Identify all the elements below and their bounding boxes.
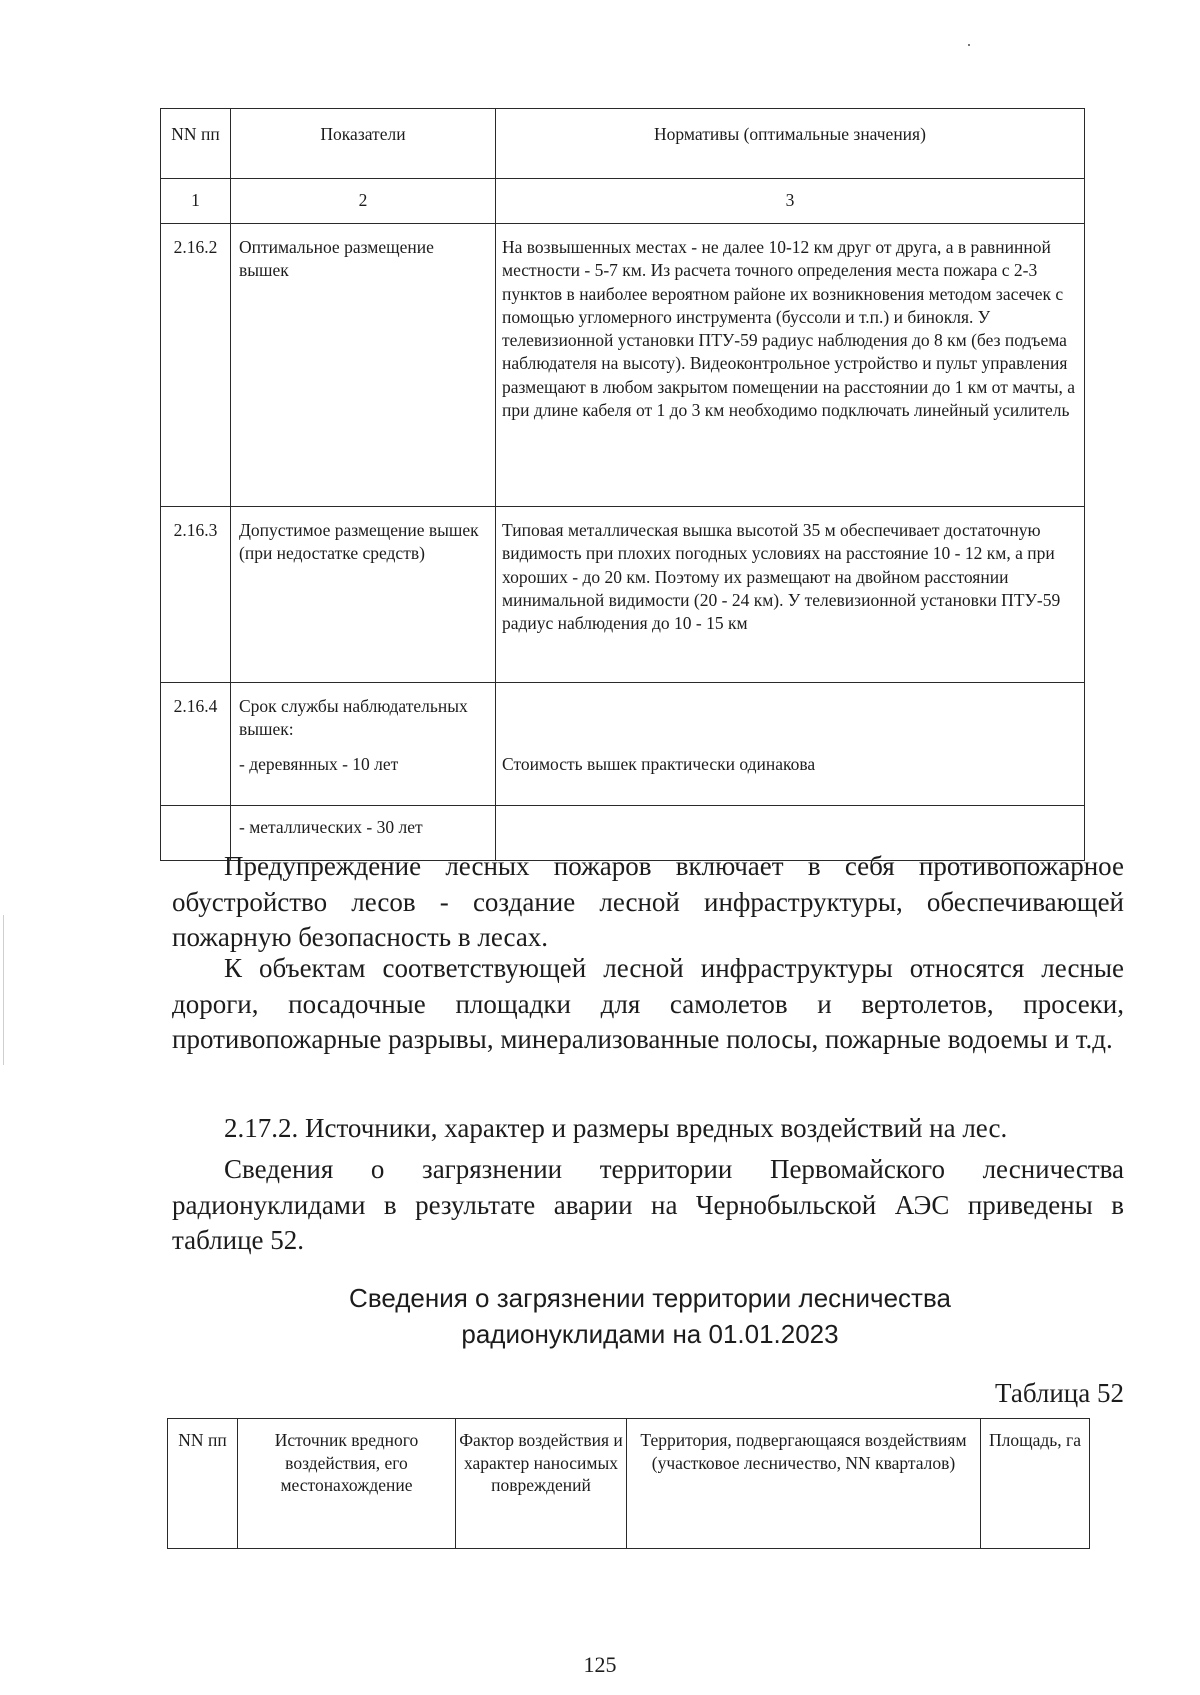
header-area: Площадь, га <box>981 1419 1090 1549</box>
paragraph-contamination: Сведения о загрязнении территории Первомайского лесничества радионуклидами в результате аварии на Чернобыльской АЭС приведены в таблице 52. <box>172 1154 1124 1255</box>
col-number: 3 <box>496 179 1085 224</box>
paragraph-infrastructure: К объектам соответствующей лесной инфраструктуры относятся лесные дороги, посадочные площадки для самолетов и вертолетов, просеки, противопожарные разрывы, минерализованные полосы, пожарные водоемы и т.д. <box>172 953 1124 1054</box>
header-indicator: Показатели <box>231 109 496 179</box>
row-indicator-cell <box>231 683 496 806</box>
table-number: Таблица 52 <box>995 1378 1124 1408</box>
row-indicator: Допустимое размещение вышек (при недостатке средств) <box>231 507 496 683</box>
section-heading: 2.17.2. Источники, характер и размеры вредных воздействий на лес. <box>224 1113 1008 1143</box>
header-num: NN пп <box>161 109 231 179</box>
header-norms: Нормативы (оптимальные значения) <box>496 109 1085 179</box>
row-norms: Стоимость вышек практически одинакова <box>502 754 816 774</box>
scan-artifact-line <box>3 915 4 1065</box>
header-factor: Фактор воздействия и характер наносимых повреждений <box>456 1419 627 1549</box>
scan-artifact-dot <box>968 44 970 46</box>
header-source: Источник вредного воздействия, его местонахождение <box>238 1419 456 1549</box>
paragraph-fire-prevention: Предупреждение лесных пожаров включает в себя противопожарное обустройство лесов - создание лесной инфраструктуры, обеспечивающей пожарную безопасность в лесах. <box>172 851 1124 952</box>
row-norms: Типовая металлическая вышка высотой 35 м обеспечивает достаточную видимость при плохих погодных условиях на расстояние 10 - 12 км, а при хороших - до 20 км. Поэтому их размещают на двойном расстоянии минимальной видимости (20 - 24 км). У телевизионной установки ПТУ-59 радиус наблюдения до 10 - 15 км <box>496 507 1085 683</box>
row-indicator-sub: - деревянных - 10 лет <box>239 753 399 774</box>
column-numbers-row <box>161 179 1085 224</box>
page-number: 125 <box>583 1652 617 1677</box>
table-row <box>161 683 1085 806</box>
col-number: 1 <box>161 179 231 224</box>
row-indicator: Срок службы наблюдательных вышек: <box>239 696 468 740</box>
table-caption-line2: радионуклидами на 01.01.2023 <box>461 1319 839 1349</box>
row-code: 2.16.2 <box>161 224 231 507</box>
col-number: 2 <box>231 179 496 224</box>
row-code: 2.16.4 <box>161 683 231 806</box>
header-territory: Территория, подвергающаяся воздействиям (участковое лесничество, NN кварталов) <box>627 1419 981 1549</box>
row-indicator: Оптимальное размещение вышек <box>231 224 496 507</box>
table-row <box>161 507 1085 683</box>
header-num: NN пп <box>168 1419 238 1549</box>
table-header-row <box>168 1419 1090 1549</box>
table-caption-line1: Сведения о загрязнении территории лесничества <box>349 1283 951 1313</box>
row-norms-cell <box>496 683 1085 806</box>
table-header-row <box>161 109 1085 179</box>
table-row <box>161 224 1085 507</box>
harmful-impacts-table <box>167 1418 1090 1549</box>
tower-norms-table <box>160 108 1085 861</box>
row-indicator: - металлических - 30 лет <box>231 806 496 861</box>
row-code: 2.16.3 <box>161 507 231 683</box>
row-norms: На возвышенных местах - не далее 10-12 км друг от друга, а в равнинной местности - 5-7 км. Из расчета точного определения места пожара с 2-3 пунктов в наиболее вероятном районе их возникновения методом засечек с помощью угломерного инструмента (буссоли и т.п.) и бинокля. У телевизионной установки ПТУ-59 радиус наблюдения до 8 км (без подъема наблюдателя на высоту). Видеоконтрольное устройство и пульт управления размещают в любом закрытом помещении на расстоянии до 1 км от мачты, а при длине кабеля от 1 до 3 км необходимо подключать линейный усилитель <box>496 224 1085 507</box>
